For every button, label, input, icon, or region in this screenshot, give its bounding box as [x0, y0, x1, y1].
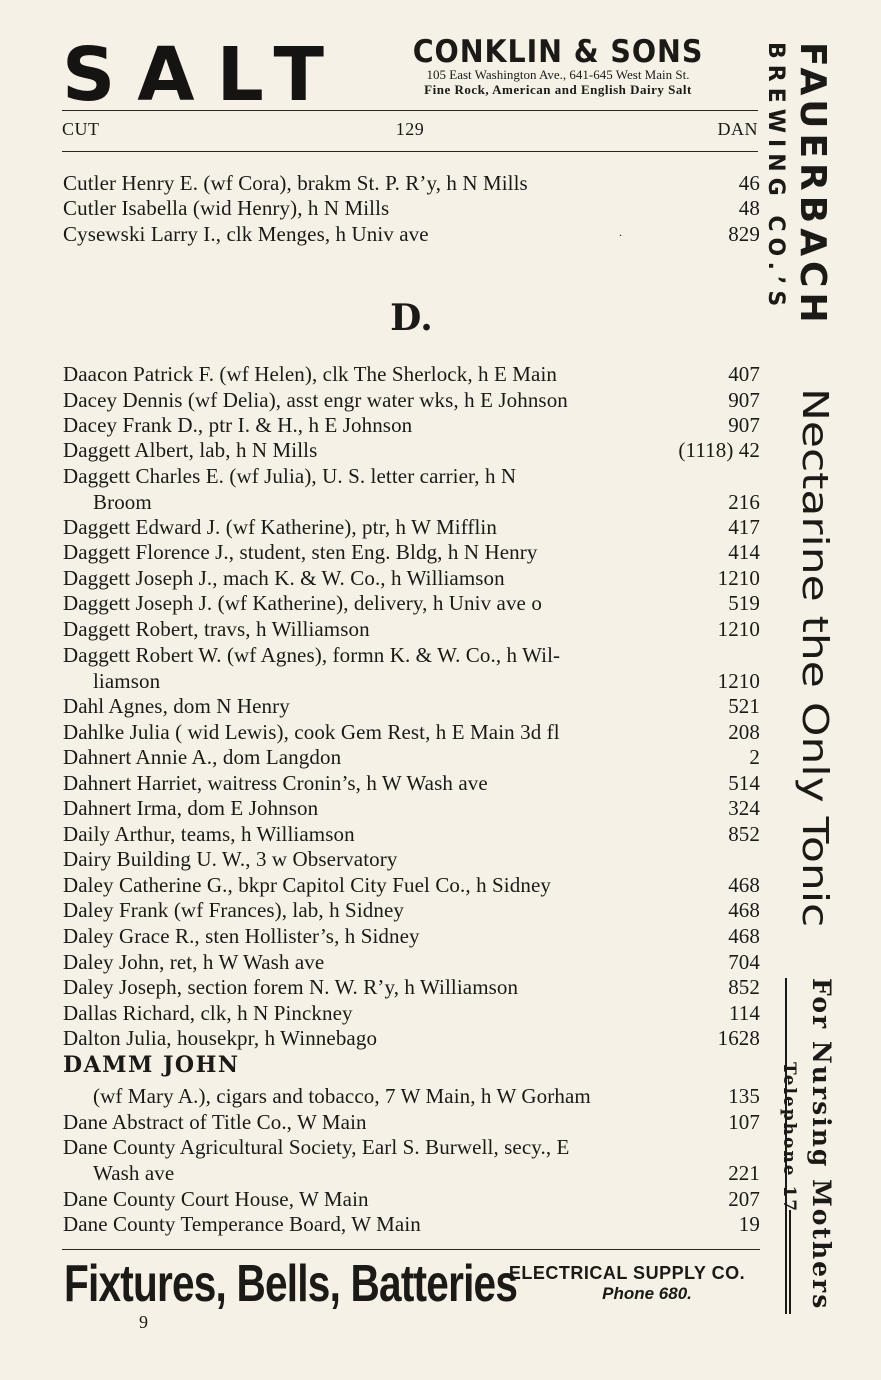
- brewing-co-ad: BREWING CO.’S: [763, 42, 788, 313]
- list-item: Dairy Building U. W., 3 w Observatory: [63, 847, 398, 871]
- list-item: Dane County Court House, W Main 207: [63, 1187, 760, 1211]
- list-item: Daggett Robert W. (wf Agnes), formn K. & W. Co., h Wil- liamson 1210: [63, 643, 760, 693]
- conklin-products: Fine Rock, American and English Dairy Salt: [424, 82, 692, 97]
- side-ad-divider: [785, 978, 787, 1314]
- list-item: Dahnert Irma, dom E Johnson 324: [63, 796, 760, 820]
- fixtures-ad: Fixtures, Bells, Batteries: [64, 1255, 518, 1313]
- list-item: Daggett Edward J. (wf Katherine), ptr, h W Mifflin 417: [63, 515, 760, 539]
- side-ad-divider: [789, 1210, 791, 1314]
- list-item: Dane County Temperance Board, W Main 19: [63, 1212, 760, 1236]
- list-item: Daily Arthur, teams, h Williamson 852: [63, 822, 760, 846]
- list-item: Dalton Julia, housekpr, h Winnebago 1628: [63, 1026, 760, 1050]
- nectarine-tonic-ad: Nectarine the Only Tonic: [794, 388, 836, 928]
- list-item: Daley Joseph, section forem N. W. R’y, h Williamson 852: [63, 975, 760, 999]
- list-item: Dane County Agricultural Society, Earl S. Burwell, secy., E Wash ave 221: [63, 1135, 760, 1185]
- list-item: Cutler Isabella (wid Henry), h N Mills 48: [63, 196, 760, 220]
- list-item: Daley Catherine G., bkpr Capitol City Fuel Co., h Sidney 468: [63, 873, 760, 897]
- salt-heading: SALT: [62, 32, 346, 118]
- list-item: Daggett Robert, travs, h Williamson 1210: [63, 617, 760, 641]
- conklin-address: 105 East Washington Ave., 641-645 West Main St.: [426, 67, 690, 82]
- list-item: Daggett Albert, lab, h N Mills (1118) 42: [63, 438, 760, 462]
- list-item: Daley Grace R., sten Hollister’s, h Sidney 468: [63, 924, 760, 948]
- stray-dot: .: [619, 225, 623, 239]
- conklin-ad: [360, 36, 756, 97]
- list-item: Daggett Joseph J. (wf Katherine), delivery, h Univ ave o 519: [63, 591, 760, 615]
- list-item: Dane Abstract of Title Co., W Main 107: [63, 1110, 760, 1134]
- list-item: Daley John, ret, h W Wash ave 704: [63, 950, 760, 974]
- list-item: Daggett Florence J., student, sten Eng. Bldg, h N Henry 414: [63, 540, 760, 564]
- header-rule-top: [62, 110, 758, 111]
- list-item: Dallas Richard, clk, h N Pinckney 114: [63, 1001, 760, 1025]
- running-head-right: DAN: [717, 119, 758, 139]
- list-item: Daggett Charles E. (wf Julia), U. S. letter carrier, h N Broom 216: [63, 464, 760, 514]
- list-item: Dahlke Julia ( wid Lewis), cook Gem Rest, h E Main 3d fl 208: [63, 720, 760, 744]
- list-item: Daggett Joseph J., mach K. & W. Co., h Williamson 1210: [63, 566, 760, 590]
- list-item: Daacon Patrick F. (wf Helen), clk The Sherlock, h E Main 407: [63, 362, 760, 386]
- bold-entry-name: DAMM JOHN: [63, 1052, 240, 1078]
- telephone-ad: Telephone 17: [779, 1062, 799, 1214]
- list-item: Cysewski Larry I., clk Menges, h Univ ave . 829: [63, 222, 760, 246]
- footer-rule: [62, 1249, 760, 1250]
- list-item: Daley Frank (wf Frances), lab, h Sidney 468: [63, 898, 760, 922]
- section-letter: D.: [390, 297, 433, 339]
- list-item: Dahnert Harriet, waitress Cronin’s, h W Wash ave 514: [63, 771, 760, 795]
- running-head-page: 129: [395, 119, 425, 139]
- electrical-supply-ad: [494, 1262, 760, 1304]
- list-item: Cutler Henry E. (wf Cora), brakm St. P. R’y, h N Mills 46: [63, 171, 760, 195]
- header-rule-bottom: [62, 151, 758, 152]
- list-item: Dahnert Annie A., dom Langdon 2: [63, 745, 760, 769]
- fauerbach-ad: FAUERBACH: [792, 42, 833, 328]
- list-item: Dahl Agnes, dom N Henry 521: [63, 694, 760, 718]
- list-item: Dacey Frank D., ptr I. & H., h E Johnson 907: [63, 413, 760, 437]
- electrical-supply-name: ELECTRICAL SUPPLY CO.: [508, 1263, 746, 1283]
- electrical-supply-phone: Phone 680.: [602, 1284, 692, 1303]
- conklin-company-name: CONKLIN & SONS: [412, 34, 704, 70]
- nursing-mothers-ad: For Nursing Mothers: [807, 978, 836, 1311]
- list-item: Dacey Dennis (wf Delia), asst engr water wks, h E Johnson 907: [63, 388, 760, 412]
- running-head-left: CUT: [62, 119, 100, 139]
- page-number: 9: [139, 1312, 148, 1332]
- bold-entry-detail: (wf Mary A.), cigars and tobacco, 7 W Main, h W Gorham 135: [93, 1084, 760, 1108]
